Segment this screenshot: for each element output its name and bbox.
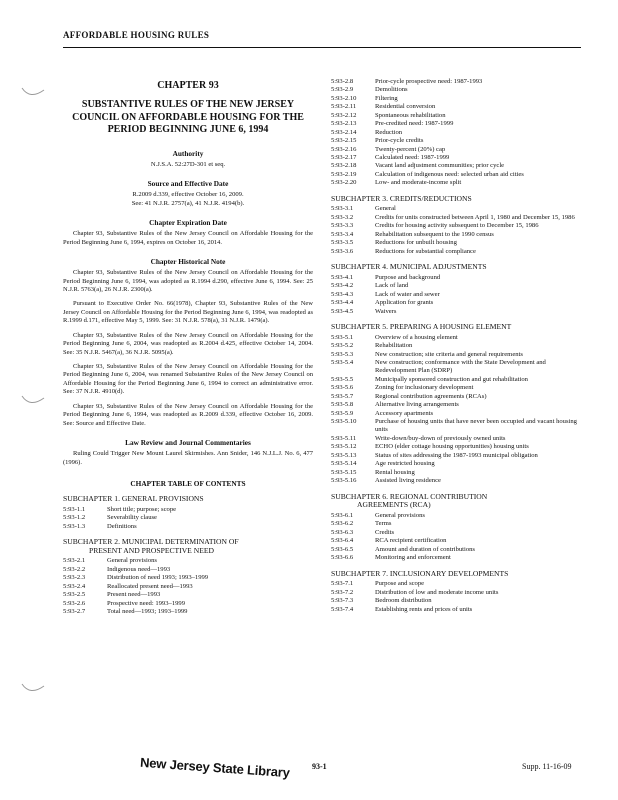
toc-row (331, 171, 583, 179)
toc-row (331, 520, 583, 528)
section-number: 5:93-2.15 (331, 137, 357, 145)
section-title: Rehabilitation subsequent to the 1990 census (375, 230, 494, 238)
section-number: 5:93-5.15 (331, 468, 357, 476)
history-heading: Chapter Historical Note (150, 257, 226, 267)
section-number: 5:93-5.3 (331, 350, 354, 358)
section-title: Accessory apartments (375, 409, 434, 417)
toc-row (331, 477, 583, 485)
section-number: 5:93-5.8 (331, 401, 354, 409)
section-title: Assisted living residence (375, 477, 441, 485)
subchapter-heading (331, 493, 583, 510)
punch-hole-mark-icon (20, 392, 46, 408)
toc-row (331, 146, 583, 154)
section-number: 5:93-2.5 (63, 591, 86, 599)
history-paragraph: Chapter 93, Substantive Rules of the New Jersey Council on Affordable Housing for the Period Beginning June 6, 2004, was renamed Substantive Rules of the New Jersey Council on Affordable Housing for the Period Beginning June 6, 1994 to correct an administrative error. See: 37 N.J.R. 4910(d). (63, 363, 313, 396)
section-title: Total need—1993; 1993–1999 (107, 608, 188, 616)
section-title: Short title; purpose; scope (107, 505, 177, 513)
source-line: See: 41 N.J.R. 2757(a), 41 N.J.R. 4194(b). (131, 199, 245, 207)
subchapter-title: SUBCHAPTER 6. REGIONAL CONTRIBUTION (331, 491, 488, 501)
toc-row (331, 401, 583, 409)
toc-row (63, 566, 313, 574)
toc-row (331, 214, 583, 222)
section-title: Calculation of indigenous need: selected urban aid cities (375, 170, 524, 178)
section-title: Credits (375, 528, 395, 536)
section-title: Purpose and scope (375, 580, 425, 588)
section-number: 5:93-2.13 (331, 120, 357, 128)
subchapter-heading: SUBCHAPTER 4. MUNICIPAL ADJUSTMENTS (331, 262, 487, 272)
toc-row (331, 154, 583, 162)
section-title: Prior-cycle credits (375, 137, 424, 145)
section-number: 5:93-7.3 (331, 597, 354, 605)
history-paragraph: Chapter 93, Substantive Rules of the New Jersey Council on Affordable Housing for the Period Beginning June 6, 2004, was readopted as R.2004 d.425, effective October 14, 2004. See: 35 N.J.R. 5467(a), 36 N.J.R. 5095(a). (63, 331, 313, 356)
subchapter-heading: SUBCHAPTER 3. CREDITS/REDUCTIONS (331, 193, 472, 203)
toc-row (331, 222, 583, 230)
toc-row (331, 334, 583, 342)
source-line: R.2009 d.339, effective October 16, 2009. (132, 191, 244, 199)
toc-row (331, 393, 583, 401)
authority-text: N.J.S.A. 52:27D-301 et seq. (150, 160, 226, 168)
section-title: Spontaneous rehabilitation (375, 111, 446, 119)
section-title: Terms (375, 520, 392, 528)
subchapter-heading: SUBCHAPTER 5. PREPARING A HOUSING ELEMENT (331, 321, 512, 331)
toc-row (331, 359, 583, 376)
toc-row (331, 162, 583, 170)
toc-row (63, 608, 313, 616)
section-number: 5:93-4.1 (331, 273, 354, 281)
toc-row (331, 469, 583, 477)
subchapter-title-cont: AGREEMENTS (RCA) (357, 500, 431, 510)
toc-row (331, 597, 583, 605)
section-number: 5:93-6.2 (331, 520, 354, 528)
subchapter-heading: SUBCHAPTER 1. GENERAL PROVISIONS (63, 493, 204, 503)
section-title: Establishing rents and prices of units (375, 605, 473, 613)
toc-row (331, 418, 583, 435)
section-title: ECHO (elder cottage housing opportunities) housing units (375, 443, 529, 451)
section-number: 5:93-3.6 (331, 247, 354, 255)
section-number: 5:93-5.13 (331, 451, 357, 459)
toc-row (331, 239, 583, 247)
toc-row (331, 179, 583, 187)
section-title: Lack of land (375, 282, 409, 290)
section-number: 5:93-5.10 (331, 418, 357, 426)
section-title: New construction; conformance with the State Development and Redevelopment Plan (SDRP) (375, 358, 546, 375)
chapter-number: CHAPTER 93 (157, 80, 219, 91)
toc-group (331, 580, 583, 614)
toc-row (63, 583, 313, 591)
toc-row (331, 606, 583, 614)
subchapter-title-cont: PRESENT AND PROSPECTIVE NEED (89, 545, 214, 555)
section-number: 5:93-2.8 (331, 78, 354, 85)
section-number: 5:93-1.3 (63, 522, 86, 530)
section-number: 5:93-5.16 (331, 477, 357, 485)
toc-heading: CHAPTER TABLE OF CONTENTS (130, 478, 246, 488)
section-title: RCA recipient certification (375, 537, 447, 545)
section-number: 5:93-3.2 (331, 213, 354, 221)
section-title: Amount and duration of contributions (375, 545, 475, 553)
section-title: Residential conversion (375, 103, 436, 111)
section-title: Municipally sponsored construction and gut rehabilitation (375, 375, 528, 383)
section-title: Distribution of need 1993; 1993–1999 (107, 574, 209, 582)
toc-row (331, 299, 583, 307)
section-number: 5:93-2.6 (63, 599, 86, 607)
law-review-heading: Law Review and Journal Commentaries (125, 438, 251, 448)
toc-row (331, 589, 583, 597)
section-title: Overview of a housing element (375, 333, 458, 341)
section-title: Filtering (375, 94, 398, 102)
right-column (331, 78, 583, 614)
supplement-date: Supp. 11-16-09 (522, 762, 572, 771)
toc-row (331, 308, 583, 316)
toc-row (331, 384, 583, 392)
section-title: Rehabilitation (375, 342, 413, 350)
section-number: 5:93-2.7 (63, 608, 86, 616)
toc-row (331, 95, 583, 103)
section-number: 5:93-2.16 (331, 145, 357, 153)
toc-row (331, 78, 583, 86)
section-title: Present need—1993 (107, 591, 161, 599)
section-number: 5:93-4.2 (331, 282, 354, 290)
toc-group (331, 78, 583, 188)
toc-row (331, 376, 583, 384)
section-title: Prior-cycle prospective need: 1987-1993 (375, 78, 483, 85)
section-number: 5:93-1.2 (63, 514, 86, 522)
section-number: 5:93-4.3 (331, 290, 354, 298)
toc-row (331, 291, 583, 299)
section-number: 5:93-7.1 (331, 580, 354, 588)
toc-row (331, 282, 583, 290)
toc-group (331, 274, 583, 316)
toc-row (63, 506, 313, 514)
toc-row (331, 86, 583, 94)
section-number: 5:93-5.6 (331, 384, 354, 392)
section-title: Distribution of low and moderate income units (375, 588, 499, 596)
section-number: 5:93-2.19 (331, 170, 357, 178)
toc-row (331, 443, 583, 451)
section-title: Rental housing (375, 468, 415, 476)
section-number: 5:93-2.3 (63, 574, 86, 582)
section-title: Pre-credited need: 1987-1999 (375, 120, 454, 128)
toc-row (331, 452, 583, 460)
toc-group (331, 512, 583, 563)
section-title: General provisions (375, 511, 425, 519)
toc-row (331, 129, 583, 137)
section-title: Status of sites addressing the 1987-1993 municipal obligation (375, 451, 538, 459)
section-title: Bedroom distribution (375, 597, 432, 605)
section-number: 5:93-5.4 (331, 358, 354, 366)
authority-heading: Authority (172, 148, 204, 158)
section-title: Credits for units constructed between April 1, 1980 and December 15, 1986 (375, 213, 575, 221)
subchapter-title: SUBCHAPTER 2. MUNICIPAL DETERMINATION OF (63, 536, 239, 546)
section-number: 5:93-2.1 (63, 557, 86, 565)
section-title: Twenty-percent (20%) cap (375, 145, 446, 153)
section-number: 5:93-6.5 (331, 545, 354, 553)
section-title: Calculated need: 1987-1999 (375, 153, 450, 161)
toc-row (331, 274, 583, 282)
toc-row (331, 537, 583, 545)
toc-row (331, 137, 583, 145)
section-number: 5:93-1.1 (63, 505, 86, 513)
section-title: General (375, 205, 396, 213)
toc-row (331, 342, 583, 350)
punch-hole-mark-icon (20, 84, 46, 100)
toc-row (331, 460, 583, 468)
page-number: 93-1 (312, 762, 327, 771)
toc-row (331, 231, 583, 239)
section-title: Purpose and background (375, 273, 441, 281)
section-title: Waivers (375, 307, 397, 315)
toc-row (331, 512, 583, 520)
section-number: 5:93-2.18 (331, 162, 357, 170)
section-number: 5:93-5.12 (331, 443, 357, 451)
section-number: 5:93-2.20 (331, 179, 357, 187)
section-number: 5:93-6.6 (331, 554, 354, 562)
section-number: 5:93-5.5 (331, 375, 354, 383)
section-title: Prospective need: 1993–1999 (107, 599, 186, 607)
toc-row (331, 112, 583, 120)
section-number: 5:93-5.1 (331, 333, 354, 341)
section-title: Lack of water and sewer (375, 290, 440, 298)
toc-group (331, 205, 583, 256)
section-title: Demolitions (375, 86, 408, 94)
toc-row (63, 557, 313, 565)
toc-row (331, 351, 583, 359)
toc-row (331, 546, 583, 554)
law-review-text: Ruling Could Trigger New Mount Laurel Skirmishes. Ann Snider, 146 N.J.L.J. No. 6, 477 (1996). (63, 450, 313, 466)
section-title: General provisions (107, 557, 157, 565)
toc-row (331, 435, 583, 443)
toc-row (331, 103, 583, 111)
section-number: 5:93-2.9 (331, 86, 354, 94)
history-paragraph: Chapter 93, Substantive Rules of the New Jersey Council on Affordable Housing for the Period Beginning June 6, 1994, was adopted as R.1994 d.290, effective June 6, 1994. See: 25 N.J.R. 5763(a), 26 N.J.R. 2300(a). (63, 269, 313, 293)
expiration-text: Chapter 93, Substantive Rules of the New Jersey Council on Affordable Housing for the Period Beginning June 6, 1994, expires on October 16, 2014. (63, 230, 313, 246)
section-number: 5:93-4.5 (331, 307, 354, 315)
toc-row (63, 574, 313, 582)
section-number: 5:93-7.2 (331, 588, 354, 596)
section-number: 5:93-2.12 (331, 111, 357, 119)
punch-hole-mark-icon (20, 680, 46, 696)
section-number: 5:93-3.1 (331, 205, 354, 213)
subchapter-heading: SUBCHAPTER 7. INCLUSIONARY DEVELOPMENTS (331, 568, 509, 578)
section-title: Age restricted housing (375, 460, 435, 468)
section-title: Reductions for unbuilt housing (375, 239, 457, 247)
source-heading: Source and Effective Date (147, 179, 229, 189)
section-number: 5:93-5.14 (331, 460, 357, 468)
toc-row (63, 523, 313, 531)
section-number: 5:93-6.1 (331, 511, 354, 519)
section-title: Regional contribution agreements (RCAs) (375, 392, 487, 400)
section-title: Low- and moderate-income split (375, 179, 462, 187)
section-number: 5:93-6.4 (331, 537, 354, 545)
section-number: 5:93-5.11 (331, 434, 357, 442)
section-number: 5:93-5.2 (331, 342, 354, 350)
section-number: 5:93-3.3 (331, 222, 354, 230)
toc-row (63, 600, 313, 608)
section-number: 5:93-2.14 (331, 128, 357, 136)
section-number: 5:93-5.9 (331, 409, 354, 417)
section-title: Reduction (375, 128, 403, 136)
toc-row (63, 514, 313, 522)
section-title: Purchase of housing units that have never been occupied and vacant housing units (375, 418, 577, 434)
section-number: 5:93-2.4 (63, 582, 86, 590)
header-rule (63, 47, 581, 48)
section-title: Definitions (107, 522, 137, 530)
section-number: 5:93-7.4 (331, 605, 354, 613)
section-number: 5:93-2.11 (331, 103, 357, 111)
subchapter-heading (63, 538, 313, 555)
history-paragraph: Chapter 93, Substantive Rules of the New Jersey Council on Affordable Housing for the Period Beginning June 6, 1994, was readopted as R.2009 d.339, effective October 16, 2009. See: Source and Effective Date. (63, 402, 313, 427)
section-number: 5:93-3.5 (331, 239, 354, 247)
toc-row (331, 410, 583, 418)
toc-row (331, 248, 583, 256)
toc-row (331, 580, 583, 588)
section-title: Vacant land adjustment communities; prior cycle (375, 162, 505, 170)
section-title: Monitoring and enforcement (375, 554, 451, 562)
section-title: Indigenous need—1993 (107, 565, 171, 573)
left-column (63, 80, 313, 616)
chapter-title: SUBSTANTIVE RULES OF THE NEW JERSEY COUNCIL ON AFFORDABLE HOUSING FOR THE PERIOD BEGINNING JUNE 6, 1994 (72, 99, 304, 135)
section-title: Reallocated present need—1993 (107, 582, 193, 590)
section-number: 5:93-4.4 (331, 299, 354, 307)
section-number: 5:93-3.4 (331, 230, 354, 238)
toc-row (331, 529, 583, 537)
toc-group (331, 334, 583, 486)
section-title: Severability clause (107, 514, 157, 522)
section-number: 5:93-2.17 (331, 153, 357, 161)
section-number: 5:93-6.3 (331, 528, 354, 536)
section-number: 5:93-2.10 (331, 94, 357, 102)
history-paragraph: Pursuant to Executive Order No. 66(1978), Chapter 93, Substantive Rules of the New Jersey Council on Affordable Housing for the Period Beginning June 6, 1994, was readopted as R.1999 d.171, effective May 5, 1999. See: 31 N.J.R. 578(a), 31 N.J.R. 1479(a). (63, 300, 313, 325)
toc-row (331, 120, 583, 128)
section-title: Write-down/buy-down of previously owned units (375, 434, 506, 442)
section-title: Alternative living arrangements (375, 401, 459, 409)
section-number: 5:93-2.2 (63, 565, 86, 573)
section-title: Zoning for inclusionary development (375, 384, 474, 392)
section-title: Reductions for substantial compliance (375, 247, 476, 255)
section-title: New construction; site criteria and general requirements (375, 350, 523, 358)
section-number: 5:93-5.7 (331, 392, 354, 400)
toc-row (63, 591, 313, 599)
toc-row (331, 205, 583, 213)
section-title: Application for grants (375, 299, 434, 307)
running-header: AFFORDABLE HOUSING RULES (63, 30, 210, 40)
expiration-heading: Chapter Expiration Date (149, 218, 227, 228)
toc-row (331, 554, 583, 562)
library-stamp: New Jersey State Library (139, 754, 291, 781)
section-title: Credits for housing activity subsequent to December 15, 1986 (375, 222, 539, 230)
